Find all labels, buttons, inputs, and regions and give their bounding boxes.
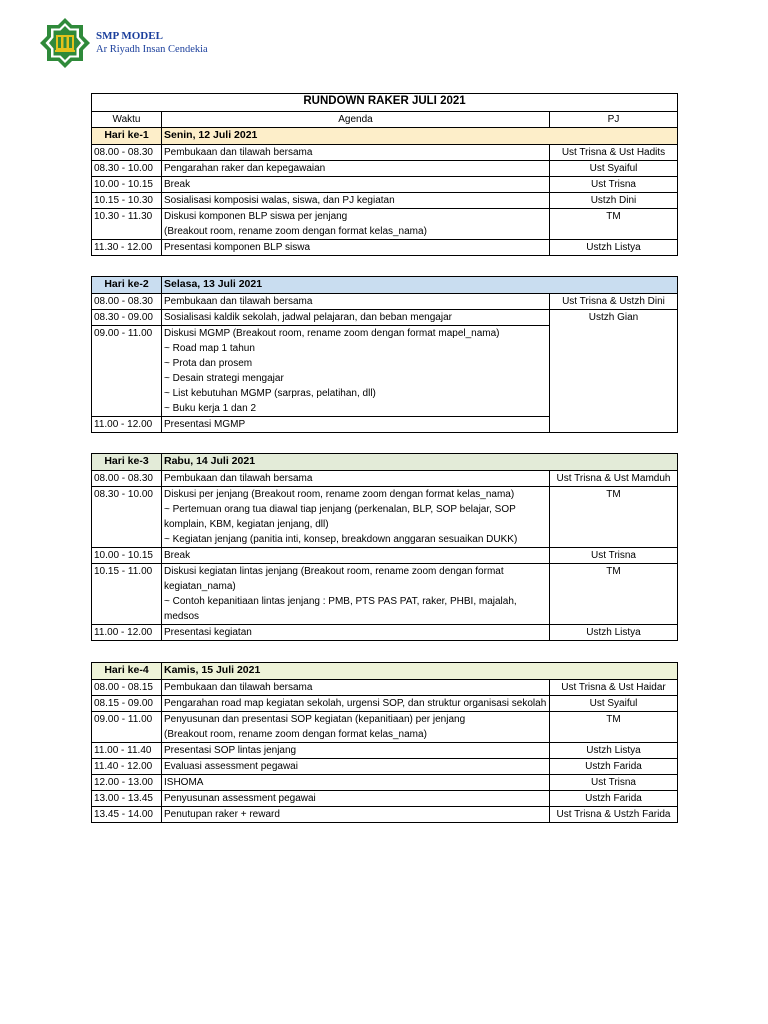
- day-label: Hari ke-1: [92, 128, 162, 145]
- pj-cell: TM: [549, 209, 677, 240]
- table-row: [92, 548, 678, 564]
- pj-cell: Ustzh Farida: [550, 759, 678, 775]
- document-title: RUNDOWN RAKER JULI 2021: [92, 94, 678, 112]
- day-label: Hari ke-4: [92, 663, 162, 680]
- agenda-cell: Break: [162, 548, 550, 564]
- day-label: Hari ke-2: [92, 277, 162, 294]
- time-cell: 08.00 - 08.30: [92, 471, 162, 487]
- agenda-cell: Pengarahan raker dan kepegawaian: [162, 161, 550, 177]
- agenda-cell: Pengarahan road map kegiatan sekolah, urgensi SOP, dan struktur organisasi sekolah: [162, 696, 550, 712]
- time-cell: 13.00 - 13.45: [92, 791, 162, 807]
- school-subtitle: Ar Riyadh Insan Cendekia: [96, 44, 208, 55]
- table-row: [92, 161, 678, 177]
- rundown-table-day-1: [91, 93, 678, 256]
- pj-cell: Ustzh Farida: [550, 791, 678, 807]
- table-row: [92, 696, 678, 712]
- agenda-cell: Presentasi MGMP: [162, 417, 550, 433]
- agenda-cell: Presentasi komponen BLP siswa: [162, 240, 550, 256]
- table-row: [92, 471, 678, 487]
- table-row: [92, 564, 678, 625]
- agenda-line: ~ Kegiatan jenjang (panitia inti, konsep, breakdown anggaran sesuaikan DUKK): [164, 534, 518, 545]
- agenda-cell: Sosialisasi komposisi walas, siswa, dan PJ kegiatan: [162, 193, 550, 209]
- day-date: Rabu, 14 Juli 2021: [162, 454, 678, 471]
- time-cell: 12.00 - 13.00: [92, 775, 162, 791]
- agenda-line: Diskusi per jenjang (Breakout room, rename zoom dengan format kelas_nama): [164, 489, 515, 500]
- table-row: [92, 209, 678, 240]
- pj-cell: Ust Syaiful: [549, 161, 677, 177]
- agenda-line: Penyusunan dan presentasi SOP kegiatan (kepanitiaan) per jenjang: [164, 714, 466, 725]
- agenda-line: Diskusi MGMP (Breakout room, rename zoom dengan format mapel_nama): [164, 328, 500, 339]
- table-row: [92, 625, 678, 641]
- table-row: [92, 487, 678, 548]
- agenda-line: ~ Prota dan prosem: [164, 358, 253, 369]
- table-row: [92, 791, 678, 807]
- time-cell: 11.00 - 12.00: [92, 625, 162, 641]
- agenda-line: ~ Road map 1 tahun: [164, 343, 255, 354]
- agenda-line: Diskusi komponen BLP siswa per jenjang: [164, 211, 348, 222]
- rundown-table-day-4: [91, 662, 678, 823]
- table-row: [92, 712, 678, 743]
- day-label: Hari ke-3: [92, 454, 162, 471]
- rundown-table-day-2: [91, 276, 678, 433]
- time-cell: 08.15 - 09.00: [92, 696, 162, 712]
- pj-cell: Ustzh Listya: [549, 240, 677, 256]
- school-identity: [96, 30, 208, 57]
- agenda-line: Diskusi kegiatan lintas jenjang (Breakout room, rename zoom dengan format kegiatan_nama): [164, 566, 504, 592]
- column-header-agenda: Agenda: [162, 112, 550, 128]
- agenda-cell: Pembukaan dan tilawah bersama: [162, 145, 550, 161]
- table-row: [92, 680, 678, 696]
- time-cell: 11.30 - 12.00: [92, 240, 162, 256]
- school-logo-icon: [38, 16, 92, 70]
- rundown-table-day-3: [91, 453, 678, 641]
- pj-cell: Ust Trisna & Ust Hadits: [549, 145, 677, 161]
- agenda-cell: [162, 487, 550, 548]
- agenda-cell: Presentasi kegiatan: [162, 625, 550, 641]
- time-cell: 11.40 - 12.00: [92, 759, 162, 775]
- table-row: [92, 775, 678, 791]
- time-cell: 10.00 - 10.15: [92, 548, 162, 564]
- agenda-cell: [162, 564, 550, 625]
- agenda-cell: Pembukaan dan tilawah bersama: [162, 294, 550, 310]
- table-row: [92, 807, 678, 823]
- pj-cell: TM: [550, 712, 678, 743]
- table-row: [92, 310, 678, 326]
- agenda-cell: [162, 712, 550, 743]
- agenda-line: ~ List kebutuhan MGMP (sarpras, pelatihan, dll): [164, 388, 376, 399]
- table-row: [92, 177, 678, 193]
- table-row: [92, 743, 678, 759]
- pj-cell: Ust Syaiful: [550, 696, 678, 712]
- time-cell: 08.30 - 10.00: [92, 487, 162, 548]
- pj-cell: Ust Trisna & Ustzh Dini: [549, 294, 677, 310]
- agenda-cell: Evaluasi assessment pegawai: [162, 759, 550, 775]
- time-cell: 10.30 - 11.30: [92, 209, 162, 240]
- pj-cell: TM: [549, 487, 677, 548]
- agenda-line: ~ Buku kerja 1 dan 2: [164, 403, 257, 414]
- day-date: Kamis, 15 Juli 2021: [162, 663, 678, 680]
- day-date: Senin, 12 Juli 2021: [162, 128, 678, 145]
- table-row: [92, 240, 678, 256]
- school-name: SMP MODEL: [96, 30, 163, 42]
- agenda-line: ~ Desain strategi mengajar: [164, 373, 284, 384]
- agenda-cell: Sosialisasi kaldik sekolah, jadwal pelajaran, dan beban mengajar: [162, 310, 550, 326]
- agenda-cell: Pembukaan dan tilawah bersama: [162, 680, 550, 696]
- time-cell: 10.15 - 10.30: [92, 193, 162, 209]
- time-cell: 09.00 - 11.00: [92, 326, 162, 417]
- table-row: [92, 759, 678, 775]
- agenda-cell: ISHOMA: [162, 775, 550, 791]
- time-cell: 08.00 - 08.30: [92, 294, 162, 310]
- pj-cell: Ust Trisna: [549, 548, 677, 564]
- pj-cell: Ustzh Listya: [549, 625, 677, 641]
- pj-cell: Ustzh Gian: [549, 310, 677, 433]
- agenda-cell: Presentasi SOP lintas jenjang: [162, 743, 550, 759]
- table-row: [92, 193, 678, 209]
- agenda-cell: Pembukaan dan tilawah bersama: [162, 471, 550, 487]
- column-header-waktu: Waktu: [92, 112, 162, 128]
- pj-cell: TM: [549, 564, 677, 625]
- agenda-line: ~ Pertemuan orang tua diawal tiap jenjang (perkenalan, BLP, SOP belajar, SOP komplain, KBM, kegiatan jenjang, dll): [164, 504, 516, 530]
- time-cell: 11.00 - 11.40: [92, 743, 162, 759]
- agenda-cell: Penyusunan assessment pegawai: [162, 791, 550, 807]
- pj-cell: Ust Trisna & Ust Haidar: [550, 680, 678, 696]
- letterhead: [38, 16, 208, 72]
- time-cell: 11.00 - 12.00: [92, 417, 162, 433]
- day-date: Selasa, 13 Juli 2021: [162, 277, 678, 294]
- time-cell: 08.00 - 08.15: [92, 680, 162, 696]
- agenda-cell: [162, 326, 550, 417]
- agenda-line: (Breakout room, rename zoom dengan format kelas_nama): [164, 226, 427, 237]
- pj-cell: Ust Trisna & Ustzh Farida: [550, 807, 678, 823]
- agenda-line: (Breakout room, rename zoom dengan format kelas_nama): [164, 729, 427, 740]
- table-row: [92, 145, 678, 161]
- time-cell: 08.30 - 09.00: [92, 310, 162, 326]
- time-cell: 08.30 - 10.00: [92, 161, 162, 177]
- pj-cell: Ustzh Dini: [549, 193, 677, 209]
- time-cell: 08.00 - 08.30: [92, 145, 162, 161]
- time-cell: 10.15 - 11.00: [92, 564, 162, 625]
- agenda-cell: [162, 209, 550, 240]
- time-cell: 13.45 - 14.00: [92, 807, 162, 823]
- table-row: [92, 294, 678, 310]
- pj-cell: Ust Trisna & Ust Mamduh: [549, 471, 677, 487]
- time-cell: 09.00 - 11.00: [92, 712, 162, 743]
- pj-cell: Ust Trisna: [549, 177, 677, 193]
- agenda-cell: Penutupan raker + reward: [162, 807, 550, 823]
- time-cell: 10.00 - 10.15: [92, 177, 162, 193]
- agenda-cell: Break: [162, 177, 550, 193]
- agenda-line: ~ Contoh kepanitiaan lintas jenjang : PMB, PTS PAS PAT, raker, PHBI, majalah, medsos: [164, 596, 517, 622]
- pj-cell: Ust Trisna: [550, 775, 678, 791]
- pj-cell: Ustzh Listya: [550, 743, 678, 759]
- column-header-pj: PJ: [549, 112, 677, 128]
